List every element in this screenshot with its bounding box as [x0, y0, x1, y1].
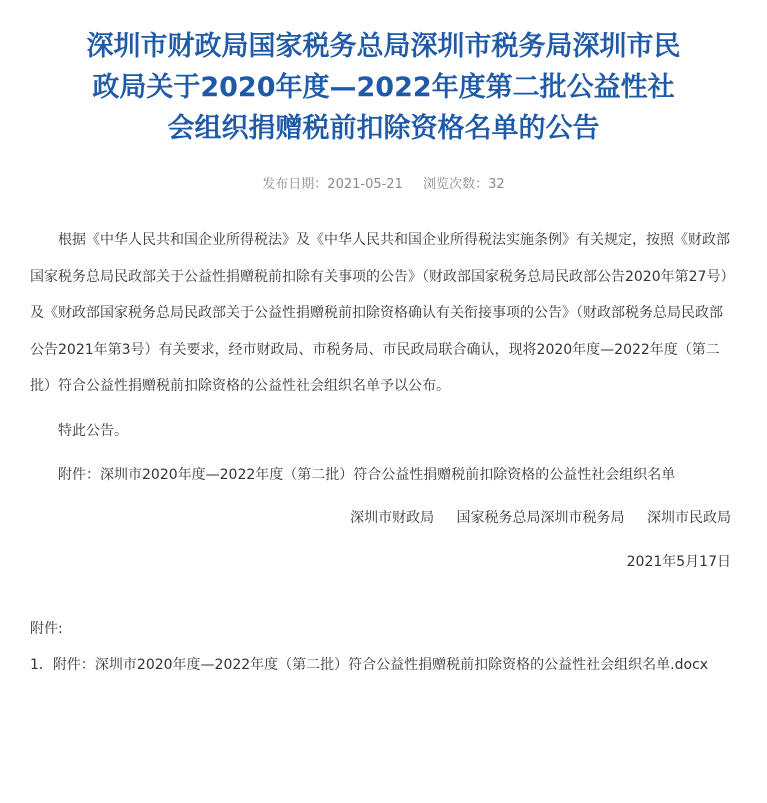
publish-date-label: 发布日期： [262, 177, 328, 192]
title-line-2: 政局关于2020年度—2022年度第二批公益性社 [92, 72, 675, 103]
signatory-finance-bureau: 深圳市财政局 [350, 509, 435, 526]
article-body [30, 222, 731, 684]
notice-paragraph: 特此公告。 [58, 422, 128, 439]
title-line-3: 会组织捐赠税前扣除资格名单的公告 [167, 113, 600, 144]
title-line-1: 深圳市财政局国家税务总局深圳市税务局深圳市民 [86, 31, 681, 62]
signatory-civil-affairs-bureau: 深圳市民政局 [647, 509, 731, 526]
publish-date: 2021-05-21 [327, 177, 403, 192]
attachment-link[interactable]: 1．附件：深圳市2020年度—2022年度（第二批）符合公益性捐赠税前扣除资格的公益性社会组织名单.docx [30, 657, 709, 673]
attachment-note-paragraph: 附件：深圳市2020年度—2022年度（第二批）符合公益性捐赠税前扣除资格的公益性社会组织名单 [58, 467, 676, 483]
sign-date: 2021年5月17日 [626, 554, 731, 570]
signatories [30, 500, 731, 537]
view-count-label: 浏览次数： [423, 177, 489, 192]
article-meta [0, 176, 767, 194]
main-paragraph: 根据《中华人民共和国企业所得税法》及《中华人民共和国企业所得税法实施条例》有关规定，按照《财政部国家税务总局民政部关于公益性捐赠税前扣除有关事项的公告》（财政部国家税务总局民政部公告2020年第27号）及《财政部国家税务总局民政部关于公益性捐赠税前扣除资格确认有关衔接事项的公告》（财政部税务总局民政部公告2021年第3号）有关要求，经市财政局、市税务局、市民政局联合确认，现将2020年度—2022年度（第二批）符合公益性捐赠税前扣除资格的公益性社会组织名单予以公布。 [30, 232, 730, 394]
article-title [0, 0, 767, 149]
view-count: 32 [488, 177, 505, 192]
signatory-tax-bureau: 国家税务总局深圳市税务局 [456, 509, 625, 526]
attachments-label: 附件: [30, 620, 63, 637]
